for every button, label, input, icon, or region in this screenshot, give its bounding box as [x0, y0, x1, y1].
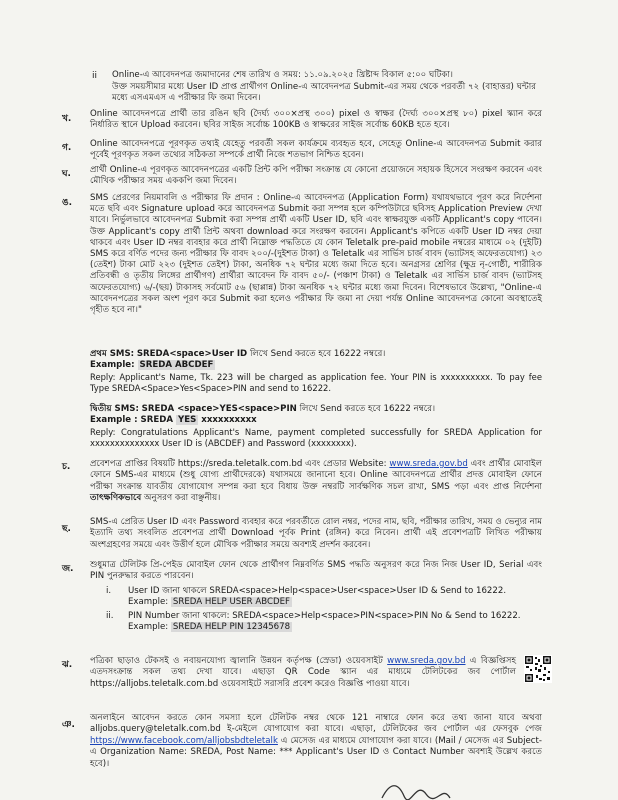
sub-marker: ii.: [106, 611, 114, 621]
signature-scribble-icon: [380, 778, 470, 800]
sms2-example-prefix: SREDA: [140, 415, 173, 426]
accuracy-text: Online আবেদনপত্রে পূরণকৃত তথ্যই যেহেতু পরবর্তী সকল কার্যক্রমে ব্যবহৃত হবে, সেহেতু Online-এ আবেদনপত্র Submit করার পূর্বেই পূরণকৃত সকল তথ্যের সঠিকতা সম্পর্কে প্রার্থী নিজে শতভাগ নিশ্চিত হবেন।: [90, 139, 542, 161]
sreda-website-link[interactable]: www.sreda.gov.bd: [389, 459, 468, 469]
sub-text: PIN Number জানা থাকলে: SREDA<space>Help<space>PIN<space>PIN No & Send to 16222.: [128, 611, 521, 621]
login-download-text: SMS-এ প্রেরিত User ID এবং Password ব্যবহার করে পরবর্তীতে রোল নম্বর, পদের নাম, ছবি, পরীক্ষার তারিখ, সময় ও ভেন্যুর নাম ইত্যাদি তথ্য সংবলিত প্রবেশপত্র প্রার্থী Download পূর্বক Print (রঙ্গিন) করে নিবেন। প্রার্থী এই প্রবেশপত্রটি লিখিত পরীক্ষায় অংশগ্রহণের সময়ে এবং উত্তীর্ণ হলে মৌখিক পরীক্ষার সময়ে অবশ্যই প্রদর্শন করবেন।: [90, 517, 542, 550]
item-marker: ii: [92, 71, 98, 81]
sms1-title: প্রথম SMS:: [90, 349, 135, 359]
item-marker: খ.: [62, 114, 72, 124]
item-marker: ঞ.: [62, 720, 75, 730]
website-qr-text-a: পত্রিকা ছাড়াও টেকসই ও নবায়নযোগ্য জ্বালানি উন্নয়ন কর্তৃপক্ষ (স্রেডা) ওয়েবসাইট: [90, 656, 383, 666]
website-qr-text: [90, 656, 516, 690]
sms2-example-suffix: xxxxxxxxxx: [201, 415, 257, 426]
recovery-sublist: [90, 586, 542, 636]
item-marker: ঙ.: [62, 198, 73, 208]
sreda-website-link-2[interactable]: www.sreda.gov.bd: [387, 656, 466, 666]
sms1-example-value: SREDA ABCDEF: [139, 360, 214, 371]
qr-code-icon[interactable]: [524, 655, 552, 683]
photo-upload-text: Online আবেদনপত্রে প্রার্থী তার রঙিন ছবি (দৈর্ঘ্য ৩০০×প্রস্থ ৩০০) pixel ও স্বাক্ষর (দৈর্ঘ্য ৩০০×প্রস্থ ৮০) pixel স্ক্যান করে নির্ধারিত স্থানে Upload করবেন। ছবির সাইজ সর্বোচ্চ 100KB ও স্বাক্ষরের সাইজ সর্বোচ্চ 60KB হতে হবে।: [90, 109, 542, 131]
contact-text: [90, 713, 542, 770]
item-marker: ছ.: [62, 524, 71, 534]
sms1-title-tail: লিখে Send করতে হবে 16222 নম্বরে।: [249, 349, 386, 359]
sub-example-label: Example:: [128, 622, 169, 633]
sub-marker: i.: [106, 586, 112, 596]
item-marker: ঘ.: [62, 169, 71, 179]
sms2-title: দ্বিতীয় SMS:: [90, 404, 139, 414]
item-marker: চ.: [62, 462, 71, 472]
item-marker: জ.: [62, 564, 74, 574]
admit-card-text: [90, 459, 542, 505]
website-qr-text-b: এ বিজ্ঞপ্তিসহ এতদসংক্রান্ত সকল তথ্য দেখা যাবে। এছাড়া QR Code স্ক্যান এর মাধ্যমে টেলিটকের জব পোর্টাল https://alljobs.teletalk.com.bd ওয়েবসাইটে সরাসরি প্রবেশ করেও বিজ্ঞপ্তি পাওয়া যাবে।: [90, 656, 517, 689]
sub-text: User ID জানা থাকলে SREDA<space>Help<space>User<space>User ID & Send to 16222.: [128, 586, 507, 596]
facebook-link[interactable]: https://www.facebook.com/alljobsbdteletalk: [90, 735, 278, 746]
admit-card-text-a: প্রবেশপত্র প্রাপ্তির বিষয়টি https://sreda.teletalk.com.bd এবং প্রেডার Website:: [90, 459, 387, 469]
sms1-block: [90, 349, 542, 395]
sub-example-value: SREDA HELP USER ABCDEF: [172, 597, 290, 608]
recovery-sub-item: [90, 586, 542, 611]
recovery-sub-item: [90, 611, 542, 636]
sms1-example-label: Example:: [90, 360, 135, 371]
sms2-example-value: YES: [178, 415, 197, 426]
sms2-example-label: Example :: [90, 415, 138, 426]
recovery-text: শুধুমাত্র টেলিটক প্রি-পেইড মোবাইল ফোন থেকে প্রার্থীগণ নিম্নবর্ণিত SMS পদ্ধতি অনুসরণ করে নিজ নিজ User ID, Serial এবং PIN পুনরুদ্ধার করতে পারবেন।: [90, 560, 542, 582]
sms1-reply: Reply: Applicant's Name, Tk. 223 will be charged as application fee. Your PIN is xxxxxxxxxx. To pay fee Type SREDA<Space>Yes<Space>PIN and send to 16222.: [90, 371, 542, 394]
sms2-title-tail: লিখে Send করতে হবে 16222 নম্বরে।: [299, 404, 436, 414]
sms1-command: SREDA<space>User ID: [136, 349, 248, 359]
admit-card-text-b: এবং প্রার্থীর মোবাইল ফোনে SMS-এর মাধ্যমে (শুধু যোগ্য প্রার্থীদেরকে) যথাসময়ে জানানো হবে। Online আবেদনপত্রে প্রার্থীর প্রদত্ত মোবাইল ফোনে পরীক্ষা সংক্রান্ত যাবতীয় যোগাযোগ সম্পন্ন করা হবে বিধায় উক্ত নম্বরটি সার্বক্ষণিক সচল রাখা, SMS পড়া এবং প্রাপ্ত নির্দেশনা: [90, 459, 543, 492]
sub-example-value: SREDA HELP PIN 12345678: [172, 622, 291, 633]
deadline-text: Online-এ আবেদনপত্র জমাদানের শেষ তারিখ ও সময়: ১১.০৯.২০২৫ খ্রিষ্টাব্দ বিকাল ৫:০০ ঘটিকা।: [112, 70, 454, 80]
sms-rules-text: SMS প্রেরণের নিয়মাবলি ও পরীক্ষার ফি প্রদান : Online-এ আবেদনপত্র (Application Form) যথাযথভাবে পূরণ করে নির্দেশনা মতে ছবি এবং Signature upload করে আবেদনপত্র Submit করা সম্পন্ন হলে কম্পিউটারে ছবিসহ Application Preview দেখা যাবে। নির্ভুলভাবে আবেদনপত্র Submit করা সম্পন্ন প্রার্থী একটি User ID, ছবি এবং স্বাক্ষরযুক্ত একটি Applicant's copy পাবেন। উক্ত Applicant's copy প্রার্থী প্রিন্ট অথবা download করে সংরক্ষণ করবেন। Applicant's কপিতে একটি User ID নম্বর দেয়া থাকবে এবং User ID নম্বর ব্যবহার করে প্রার্থী নিম্নোক্ত পদ্ধতিতে যে কোন Teletalk pre-paid mobile নম্বরের মাধ্যমে ০২ (দুইটি) SMS করে বর্ণিত পদের জন্য পরীক্ষার ফি বাবদ ২০০/-(দুইশত টাকা) ও Teletalk এর সার্ভিস চার্জ বাবদ (ভ্যাটসহ অফেরতযোগ্য) ২৩ (তেইশ) টাকা মোট ২২৩ (দুইশত তেইশ) টাকা, অনধিক ৭২ ঘন্টার মধ্যে জমা দিতে হবে। অনগ্রসর শ্রেণির (ক্ষুদ্র নৃ-গোষ্ঠী, শারীরিক প্রতিবন্ধী ও তৃতীয় লিঙ্গের প্রার্থীগণ) প্রার্থীরা আবেদন ফি বাবদ ৫০/- (পঞ্চাশ টাকা) ও Teletalk এর সার্ভিস চার্জ বাবদ (ভ্যাটসহ অফেরতযোগ্য) ৬/-(ছয়) টাকাসহ সর্বমোট ৫৬ (ছাপ্পান্ন) টাকা অনধিক ৭২ ঘন্টার মধ্যে জমা দিবেন। বিশেষভাবে উল্লেখ্য, "Online-এ আবেদনপত্রের সকল অংশ পূরণ করে Submit করা হলেও পরীক্ষার ফি জমা না দেয়া পর্যন্ত Online আবেদনপত্র কোনো অবস্থাতেই গৃহীত হবে না।": [90, 193, 542, 316]
print-copy-text: প্রার্থী Online-এ পূরণকৃত আবেদনপত্রের একটি প্রিন্ট কপি পরীক্ষা সংক্রান্ত যে কোনো প্রয়োজনে সহায়ক হিসেবে সংরক্ষণ করবেন এবং মৌখিক পরীক্ষার সময় এককপি জমা দিবেন।: [90, 165, 542, 187]
item-marker: ঝ.: [62, 660, 73, 670]
deadline-text-2: উক্ত সময়সীমার মধ্যে User ID প্রাপ্ত প্রার্থীগণ Online-এ আবেদনপত্র Submit-এর সময় থেকে পরবর্তী ৭২ (বাহাত্তর) ঘন্টার মধ্যে এসএমএস এ পরীক্ষার ফি জমা দিবেন।: [112, 82, 536, 104]
admit-card-emphasis: তাৎক্ষণিকভাবে: [90, 493, 142, 504]
sub-example-label: Example:: [128, 597, 169, 608]
sms2-reply: Reply: Congratulations Applicant's Name, payment completed successfully for SREDA Application for xxxxxxxxxxxxxx User ID is (ABCDEF) and Password (xxxxxxxx).: [90, 426, 542, 449]
contact-text-a: অনলাইনে আবেদন করতে কোন সমস্যা হলে টেলিটক নম্বর থেকে 121 নাম্বারে ফোন করে তথ্য জানা যাবে অথবা alljobs.query@teletalk.com.bd ই-মেইলে যোগাযোগ করা যাবে। এছাড়া, টেলিটকের জব পোর্টাল এর ফেসবুক পেজ: [90, 713, 542, 735]
admit-card-text-c: অনুসরণ করা বাঞ্ছনীয়।: [144, 493, 221, 504]
item-marker: গ.: [62, 143, 72, 153]
contact-text-b: এ মেসেজ এর মাধ্যমে যোগাযোগ করা যাবে। (Mail / মেসেজ এর Subject-এ Organization Name: SREDA, Post Name: *** Applicant's User ID ও Contact Number অবশ্যই উল্লেখ করতে হবে)।: [90, 735, 542, 769]
sms2-command: SREDA <space>YES<space>PIN: [141, 404, 297, 414]
sms2-block: [90, 404, 542, 450]
